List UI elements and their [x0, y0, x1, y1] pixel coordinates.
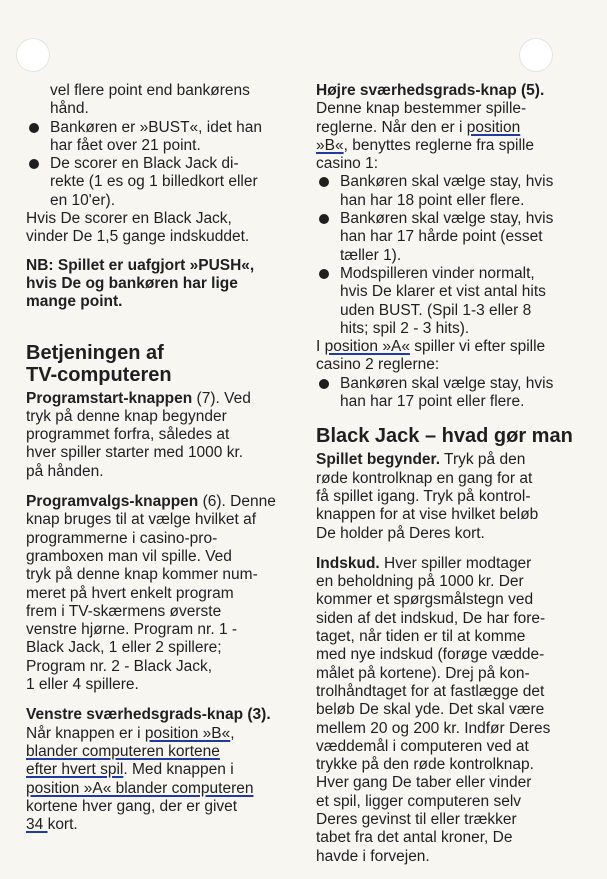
text-line: 1 eller 4 spillere. [26, 676, 139, 694]
text-line: havde i forvejen. [316, 847, 430, 865]
text-line: han har 18 point eller flere. [340, 191, 525, 209]
text-line: få spillet igang. Tryk på kontrol- [316, 487, 531, 505]
underlined-text: efter hvert spil [26, 761, 124, 779]
text-line: beløb De skal yde. Det skal være [316, 701, 545, 719]
text-line: Hvis De scorer en Black Jack, [26, 210, 232, 228]
text-line: Hver gang De taber eller vinder [316, 774, 532, 792]
text-line: tryk på denne knap kommer num- [26, 566, 258, 584]
text-line: taget, når tiden er til at komme [316, 628, 526, 646]
text-line: trykke på den røde kontrolknap. [316, 756, 534, 774]
text-line: kommer et spørgsmålstegn ved [316, 591, 534, 609]
text-line: tæller 1). [340, 246, 402, 264]
text-line: rekte (1 es og 1 billedkort eller [50, 173, 258, 191]
stake-section [316, 555, 584, 866]
text-line: casino 2 reglerne: [316, 356, 440, 374]
program-select-section [26, 493, 288, 694]
text-line: hvis De og bankøren har lige [26, 274, 238, 292]
text-span: , [230, 724, 235, 742]
text-line: Modspilleren vinder normalt, [340, 264, 535, 282]
text-line: Bankøren skal vælge stay, hvis [340, 374, 554, 392]
text-line: han har 17 hårde point (esset [340, 228, 543, 246]
left-column [26, 82, 288, 834]
text-span: kort. [47, 816, 78, 834]
text-line: Bankøren skal vælge stay, hvis [340, 210, 554, 228]
underlined-text: position »B« [144, 724, 231, 742]
text-line: han har 17 point eller flere. [340, 393, 525, 411]
text-line: Denne knap bestemmer spille- [316, 100, 527, 118]
text-line: uden BUST. (Spil 1-3 eller 8 [340, 301, 532, 319]
text-line: hvis De klarer et vist antal hits [340, 283, 546, 301]
subheading: Indskud. [316, 554, 380, 572]
text-span: I [316, 338, 325, 356]
text-line: væddemål i computeren ved at [316, 737, 529, 755]
text-line: De scorer en Black Jack di- [50, 155, 239, 173]
text-line: hver spiller starter med 1000 kr. [26, 444, 244, 462]
nb-note [26, 257, 288, 312]
punch-hole-right [519, 38, 553, 72]
text-line: en beholdning på 1000 kr. Der [316, 573, 524, 591]
text-line: gramboxen man vil spille. Ved [26, 547, 232, 565]
text-line: frem i TV-skærmens øverste [26, 602, 222, 620]
heading-line: Betjeningen af [26, 341, 164, 364]
text-span: (6). Denne [198, 493, 276, 511]
text-line: mellem 20 og 200 kr. Indfør Deres [316, 719, 551, 737]
text-line: knappen for at vise hvilket beløb [316, 506, 539, 524]
text-line: meret på hvert enkelt program [26, 584, 234, 602]
underlined-text: position »A« blander computeren [26, 779, 254, 797]
text-line: på hånden. [26, 462, 104, 480]
text-line: Deres gevinst til eller trækker [316, 810, 517, 828]
text-span: (7). Ved [192, 389, 251, 407]
subheading: Programstart-knappen [26, 389, 193, 407]
text-line: siden af det indskud, De har fore- [316, 609, 546, 627]
underlined-text: position [466, 118, 521, 136]
text-span: Når knappen er i [26, 724, 145, 742]
subheading: Programvalgs-knappen [26, 493, 199, 511]
text-line: trolhåndtaget for at fastlægge det [316, 682, 545, 700]
text-line: et spil, ligger computeren selv [316, 792, 522, 810]
text-line: vel flere point end bankørens [50, 82, 250, 99]
text-span: , benyttes reglerne fra spille [343, 136, 534, 154]
punch-hole-left [16, 38, 50, 72]
text-line: programmerne i casino-pro- [26, 529, 218, 547]
text-span: Tryk på den [440, 451, 526, 469]
text-line: kortene hver gang, der er givet [26, 797, 238, 815]
underlined-text: »B« [316, 136, 344, 154]
text-line: mange point. [26, 293, 123, 311]
subheading: Venstre sværhedsgrads-knap (3). [26, 706, 271, 724]
text-line: NB: Spillet er uafgjort »PUSH«, [26, 256, 255, 274]
text-line: røde kontrolknap en gang for at [316, 469, 533, 487]
text-line: Bankøren skal vælge stay, hvis [340, 173, 554, 191]
underlined-text: position »A« [324, 338, 410, 356]
section-heading [26, 342, 288, 386]
text-line: en 10'er). [50, 191, 115, 209]
left-difficulty-section [26, 706, 288, 834]
text-line: Program nr. 2 - Black Jack, [26, 657, 213, 675]
bullet-item [316, 265, 584, 338]
text-line: har fået over 21 point. [50, 136, 201, 154]
heading-line: TV-computeren [26, 363, 172, 386]
text-span: spiller vi efter spille [409, 338, 546, 356]
text-line: Black Jack, 1 eller 2 spillere; [26, 639, 222, 657]
text-line: knap bruges til at vælge hvilket af [26, 511, 257, 529]
text-line: hits; spil 2 - 3 hits). [340, 319, 470, 337]
subheading: Højre sværhedsgrads-knap (5). [316, 82, 545, 99]
text-line: casino 1: [316, 155, 379, 173]
bullet-item [26, 119, 288, 156]
text-line: venstre hjørne. Program nr. 1 - [26, 621, 238, 639]
text-span: reglerne. Når den er i [316, 118, 467, 136]
underlined-text: blander computeren kortene [26, 742, 220, 760]
text-line: Bankøren er »BUST«, idet han [50, 118, 262, 136]
text-line: tabet fra det antal kroner, De [316, 829, 513, 847]
bullet-item [316, 173, 584, 210]
text-line: vinder De 1,5 gange indskuddet. [26, 228, 250, 246]
bullet-item [316, 210, 584, 265]
text-span: . Med knappen i [123, 761, 234, 779]
text-line: De holder på Deres kort. [316, 524, 485, 542]
text-line: med nye indskud (forøge vædde- [316, 646, 545, 664]
bullet-item [26, 155, 288, 210]
text-line: tryk på denne knap begynder [26, 407, 227, 425]
right-column [316, 82, 584, 866]
section-heading: Black Jack – hvad gør man [316, 425, 573, 448]
subheading: Spillet begynder. [316, 451, 441, 469]
bullet-item [316, 375, 584, 412]
underlined-text: 34 [26, 816, 48, 834]
text-line: målet på kortene). Drej på kon- [316, 664, 530, 682]
text-line: hånd. [50, 100, 89, 118]
text-span: Hver spiller modtager [379, 554, 532, 572]
text-line: programmet forfra, således at [26, 426, 230, 444]
